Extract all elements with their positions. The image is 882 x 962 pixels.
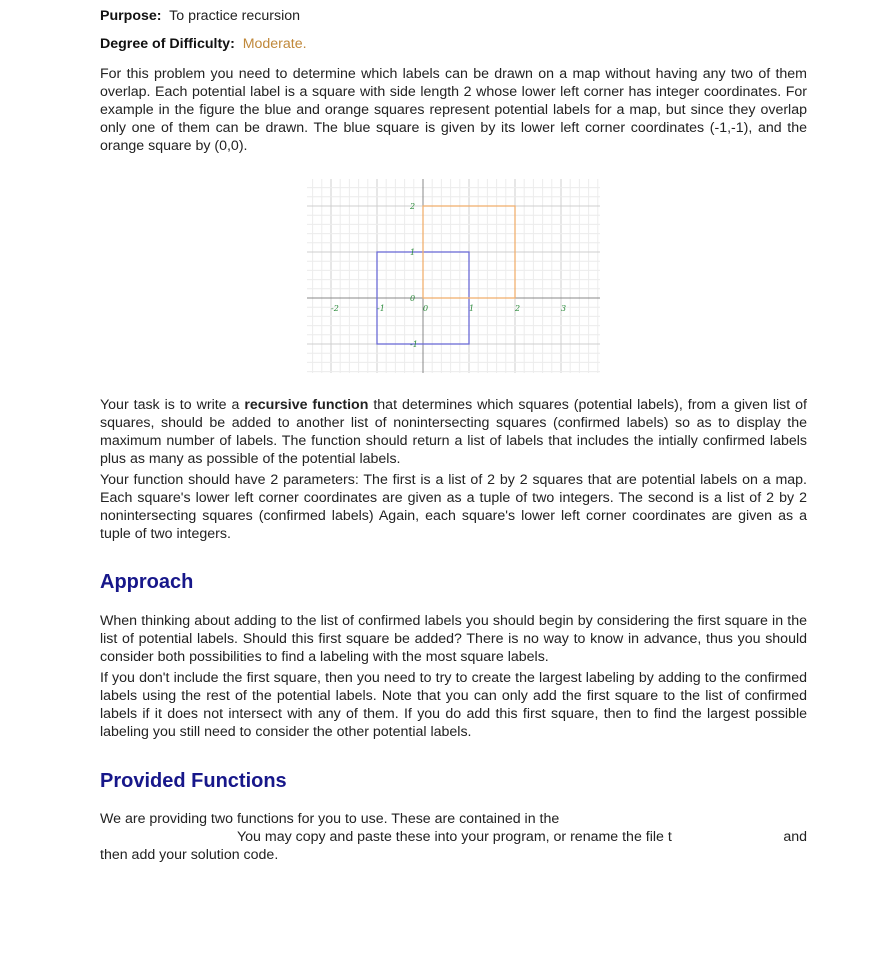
x-tick-label: 3 — [561, 304, 567, 313]
x-tick-label: 2 — [515, 304, 521, 313]
provided-paragraph — [100, 810, 807, 864]
y-tick-label: 1 — [410, 248, 416, 257]
provided-line2: You may copy and paste these into your program, or rename the file t — [237, 829, 672, 845]
y-tick-label: -1 — [410, 340, 418, 349]
x-tick-label: 1 — [469, 304, 475, 313]
purpose-line — [100, 8, 300, 24]
provided-heading: Provided Functions — [100, 770, 287, 792]
coordinate-figure — [307, 179, 600, 373]
provided-line2-end: and — [783, 829, 807, 845]
task-bold: recursive function — [244, 397, 369, 413]
approach-p2: If you don't include the first square, then you need to try to create the largest labeling by adding to the confirmed labels using the rest of the potential labels. Note that you can only add the first square to the list of confirmed labels if it does not intersect with any of them. If you do add this first square, then to find the largest possible labeling you still need to consider the other potential labels. — [100, 670, 807, 740]
x-tick-label: -2 — [331, 304, 339, 313]
approach-heading: Approach — [100, 571, 194, 593]
difficulty-label: Degree of Difficulty: — [100, 36, 235, 52]
intro-paragraph: For this problem you need to determine which labels can be drawn on a map without having any two of them overlap. Each potential label is a square with side length 2 whose lower left corner has integer coordinates. For example in the figure the blue and orange squares represent potential labels for a map, but since they overlap only one of them can be drawn. The blue square is given by its lower left corner coordinates (-1,-1), and the orange square by (0,0). — [100, 66, 807, 154]
purpose-value: To practice recursion — [169, 8, 301, 24]
y-tick-label: 0 — [410, 294, 416, 303]
difficulty-suffix: . — [302, 36, 307, 52]
x-tick-label: 0 — [423, 304, 429, 313]
provided-line1: We are providing two functions for you to use. These are contained in the — [100, 811, 560, 827]
params-paragraph: Your function should have 2 parameters: The first is a list of 2 by 2 squares that are potential labels on a map. Each square's lower left corner coordinates are given as a tuple of two integers. The second is a list of 2 by 2 nonintersecting squares (confirmed labels) Again, each square's lower left corner coordinates are given as a tuple of two integers. — [100, 472, 807, 542]
purpose-label: Purpose: — [100, 8, 162, 24]
x-tick-label: -1 — [377, 304, 385, 313]
task-before: Your task is to write a — [100, 397, 245, 413]
provided-line3: then add your solution code. — [100, 847, 279, 863]
task-after: that determines which squares (potential labels), from a given list of squares, should be added to another list of nonintersecting squares (confirmed labels) so as to display the maximum number of labels. The function should return a list of labels that includes the intially confirmed labels plus as many as possible of the potential labels. — [100, 397, 807, 467]
approach-p1: When thinking about adding to the list of confirmed labels you should begin by considering the first square in the list of potential labels. Should this first square be added? There is no way to know in advance, thus you should consider both possibilities to find a labeling with the most square labels. — [100, 613, 807, 665]
difficulty-line — [100, 36, 307, 52]
difficulty-value: Moderate — [242, 36, 303, 52]
task-paragraph — [100, 396, 807, 468]
y-tick-label: 2 — [410, 202, 416, 211]
